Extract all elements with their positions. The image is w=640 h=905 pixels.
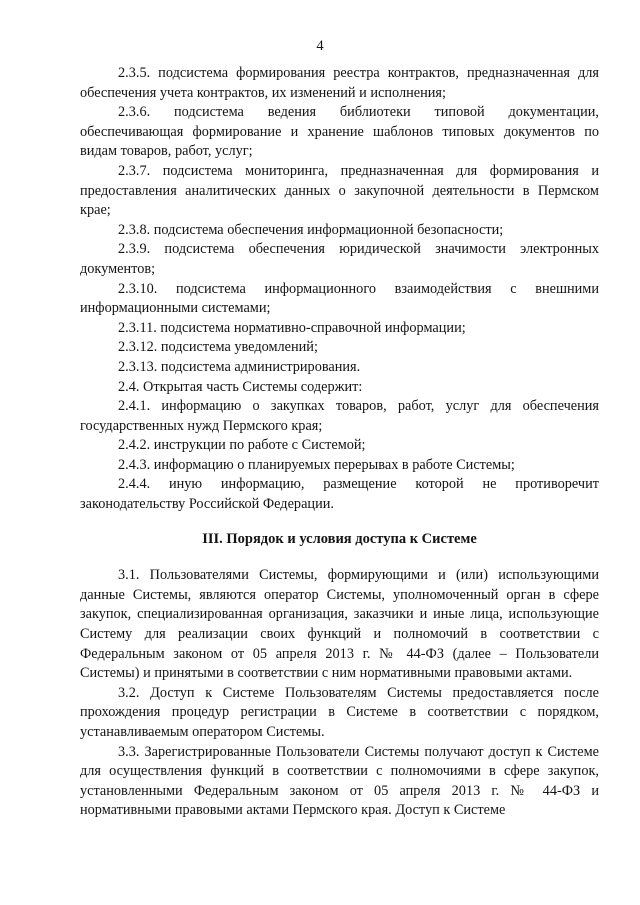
paragraph-2-4-1: 2.4.1. информацию о закупках товаров, работ, услуг для обеспечения государственных нужд Пермского края; bbox=[80, 398, 599, 434]
paragraph-2-3-9: 2.3.9. подсистема обеспечения юридической значимости электронных документов; bbox=[80, 241, 599, 277]
section-3-list bbox=[80, 566, 599, 821]
paragraph-2-4-3: 2.4.3. информацию о планируемых перерывах в работе Системы; bbox=[118, 456, 515, 473]
paragraph-2-4-2: 2.4.2. инструкции по работе с Системой; bbox=[118, 437, 366, 454]
paragraph-3-3: 3.3. Зарегистрированные Пользователи Системы получают доступ к Системе для осуществления функций в соответствии с полномочиями в сфере закупок, установленными Федеральным законом от 05 апреля 2013 г. № 44-ФЗ и нормативными правовыми актами Пермского края. Доступ к Системе bbox=[80, 743, 599, 819]
paragraph-3-1: 3.1. Пользователями Системы, формирующими и (или) использующими данные Системы, являются оператор Системы, уполномоченный орган в сфере закупок, специализированная организация, заказчики и иные лица, использующие Систему для реализации своих функций и полномочий в соответствии с Федеральным законом от 05 апреля 2013 г. № 44-ФЗ (далее – Пользователи Системы) и принятыми в соответствии с ним нормативными правовыми актами. bbox=[80, 567, 599, 682]
paragraph-2-3-8: 2.3.8. подсистема обеспечения информационной безопасности; bbox=[118, 221, 504, 238]
section-2-list bbox=[80, 64, 599, 515]
paragraph-2-3-7: 2.3.7. подсистема мониторинга, предназначенная для формирования и предоставления аналитических данных о закупочной деятельности в Пермском крае; bbox=[80, 162, 599, 219]
document-body bbox=[80, 64, 599, 821]
paragraph-2-3-11: 2.3.11. подсистема нормативно-справочной информации; bbox=[118, 319, 466, 336]
paragraph-2-3-12: 2.3.12. подсистема уведомлений; bbox=[118, 339, 318, 356]
paragraph-2-4: 2.4. Открытая часть Системы содержит: bbox=[118, 378, 363, 395]
page-number: 4 bbox=[316, 38, 324, 54]
paragraph-2-3-10: 2.3.10. подсистема информационного взаимодействия с внешними информационными системами; bbox=[80, 280, 599, 317]
paragraph-2-3-13: 2.3.13. подсистема администрирования. bbox=[118, 358, 361, 375]
paragraph-2-3-5: 2.3.5. подсистема формирования реестра контрактов, предназначенная для обеспечения учета контрактов, их изменений и исполнения; bbox=[80, 65, 599, 101]
paragraph-2-3-6: 2.3.6. подсистема ведения библиотеки типовой документации, обеспечивающая формирование и хранение шаблонов типовых документов по видам товаров, работ, услуг; bbox=[80, 104, 599, 160]
paragraph-2-4-4: 2.4.4. иную информацию, размещение которой не противоречит законодательству Российской Федерации. bbox=[80, 476, 599, 513]
section-heading: III. Порядок и условия доступа к Системе bbox=[202, 530, 477, 547]
paragraph-3-2: 3.2. Доступ к Системе Пользователям Системы предоставляется после прохождения процедур регистрации в Системе в соответствии с порядком, устанавливаемым оператором Системы. bbox=[80, 684, 599, 740]
